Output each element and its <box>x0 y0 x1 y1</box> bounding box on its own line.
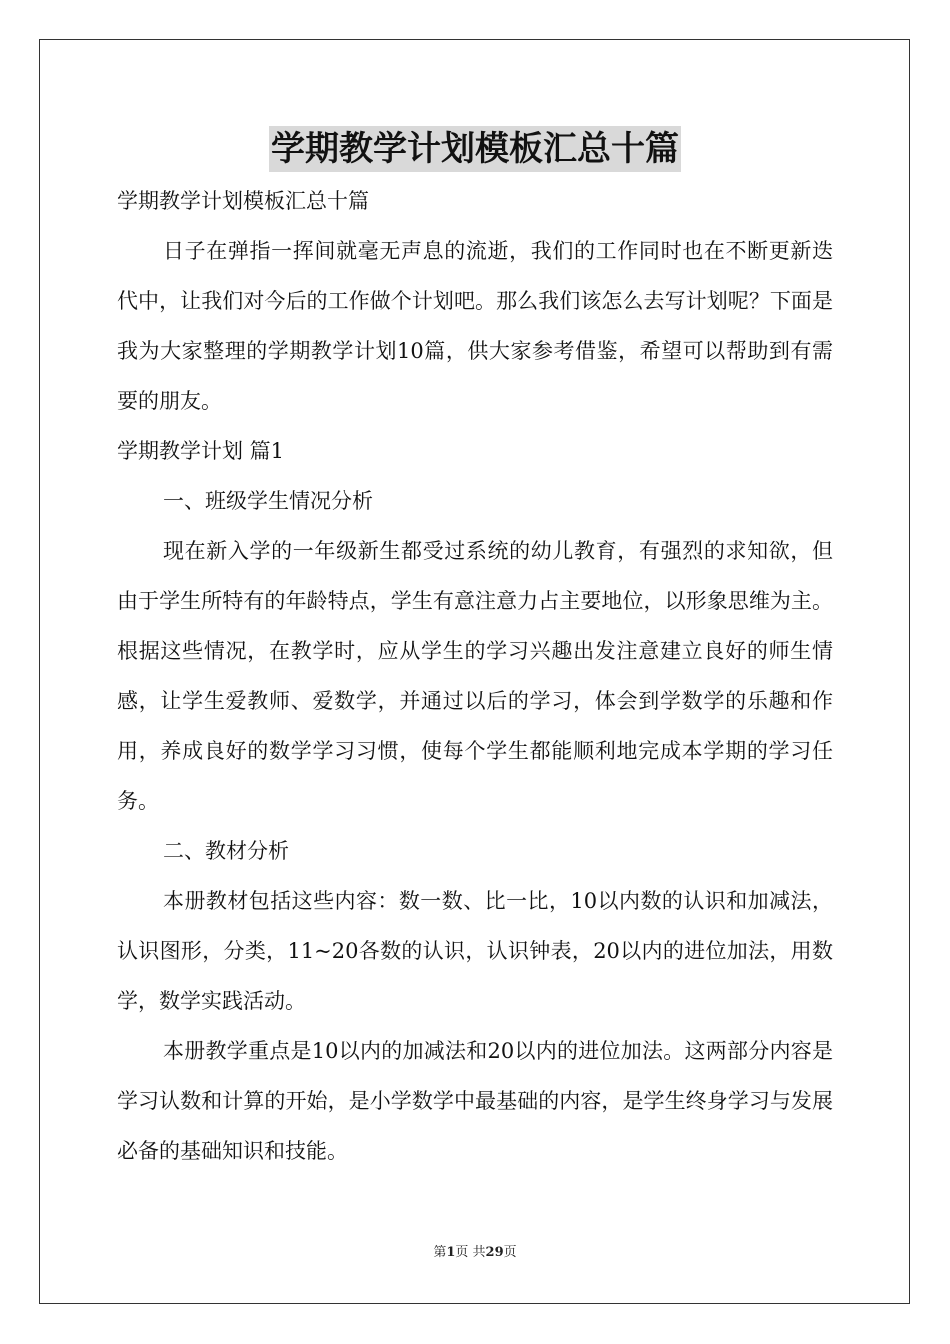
section-heading: 学期教学计划 篇1 <box>117 439 285 463</box>
part2-paragraph-2: 本册教学重点是10以内的加减法和20以内的进位加法。这两部分内容是学习认数和计算的开始，是小学数学中最基础的内容，是学生终身学习与发展必备的基础知识和技能。 <box>117 1039 833 1163</box>
footer-suffix: 页 <box>503 1245 517 1260</box>
footer-prefix: 第 <box>433 1245 447 1260</box>
part2-paragraph-1: 本册教材包括这些内容：数一数、比一比，10以内数的认识和加减法，认识图形，分类，11~20各数的认识，认识钟表，20以内的进位加法，用数学，数学实践活动。 <box>117 889 833 1013</box>
footer-page-current: 1 <box>446 1245 456 1260</box>
title-container <box>0 126 950 172</box>
document-title: 学期教学计划模板汇总十篇 <box>269 126 681 172</box>
part2-heading: 二、教材分析 <box>163 839 289 863</box>
part1-paragraph: 现在新入学的一年级新生都受过系统的幼儿教育，有强烈的求知欲，但由于学生所特有的年龄特点，学生有意注意力占主要地位，以形象思维为主。根据这些情况，在教学时，应从学生的学习兴趣出发注意建立良好的师生情感，让学生爱教师、爱数学，并通过以后的学习，体会到学数学的乐趣和作用，养成良好的数学学习习惯，使每个学生都能顺利地完成本学期的学习任务。 <box>117 539 833 813</box>
footer-mid: 页 共 <box>455 1245 486 1260</box>
intro-paragraph: 日子在弹指一挥间就毫无声息的流逝，我们的工作同时也在不断更新迭代中，让我们对今后的工作做个计划吧。那么我们该怎么去写计划呢？下面是我为大家整理的学期教学计划10篇，供大家参考借鉴，希望可以帮助到有需要的朋友。 <box>117 239 833 413</box>
document-body <box>117 176 833 1176</box>
subtitle: 学期教学计划模板汇总十篇 <box>117 189 369 213</box>
footer-page-total: 29 <box>485 1245 504 1260</box>
part1-heading: 一、班级学生情况分析 <box>163 489 373 513</box>
page-footer <box>0 1244 950 1262</box>
